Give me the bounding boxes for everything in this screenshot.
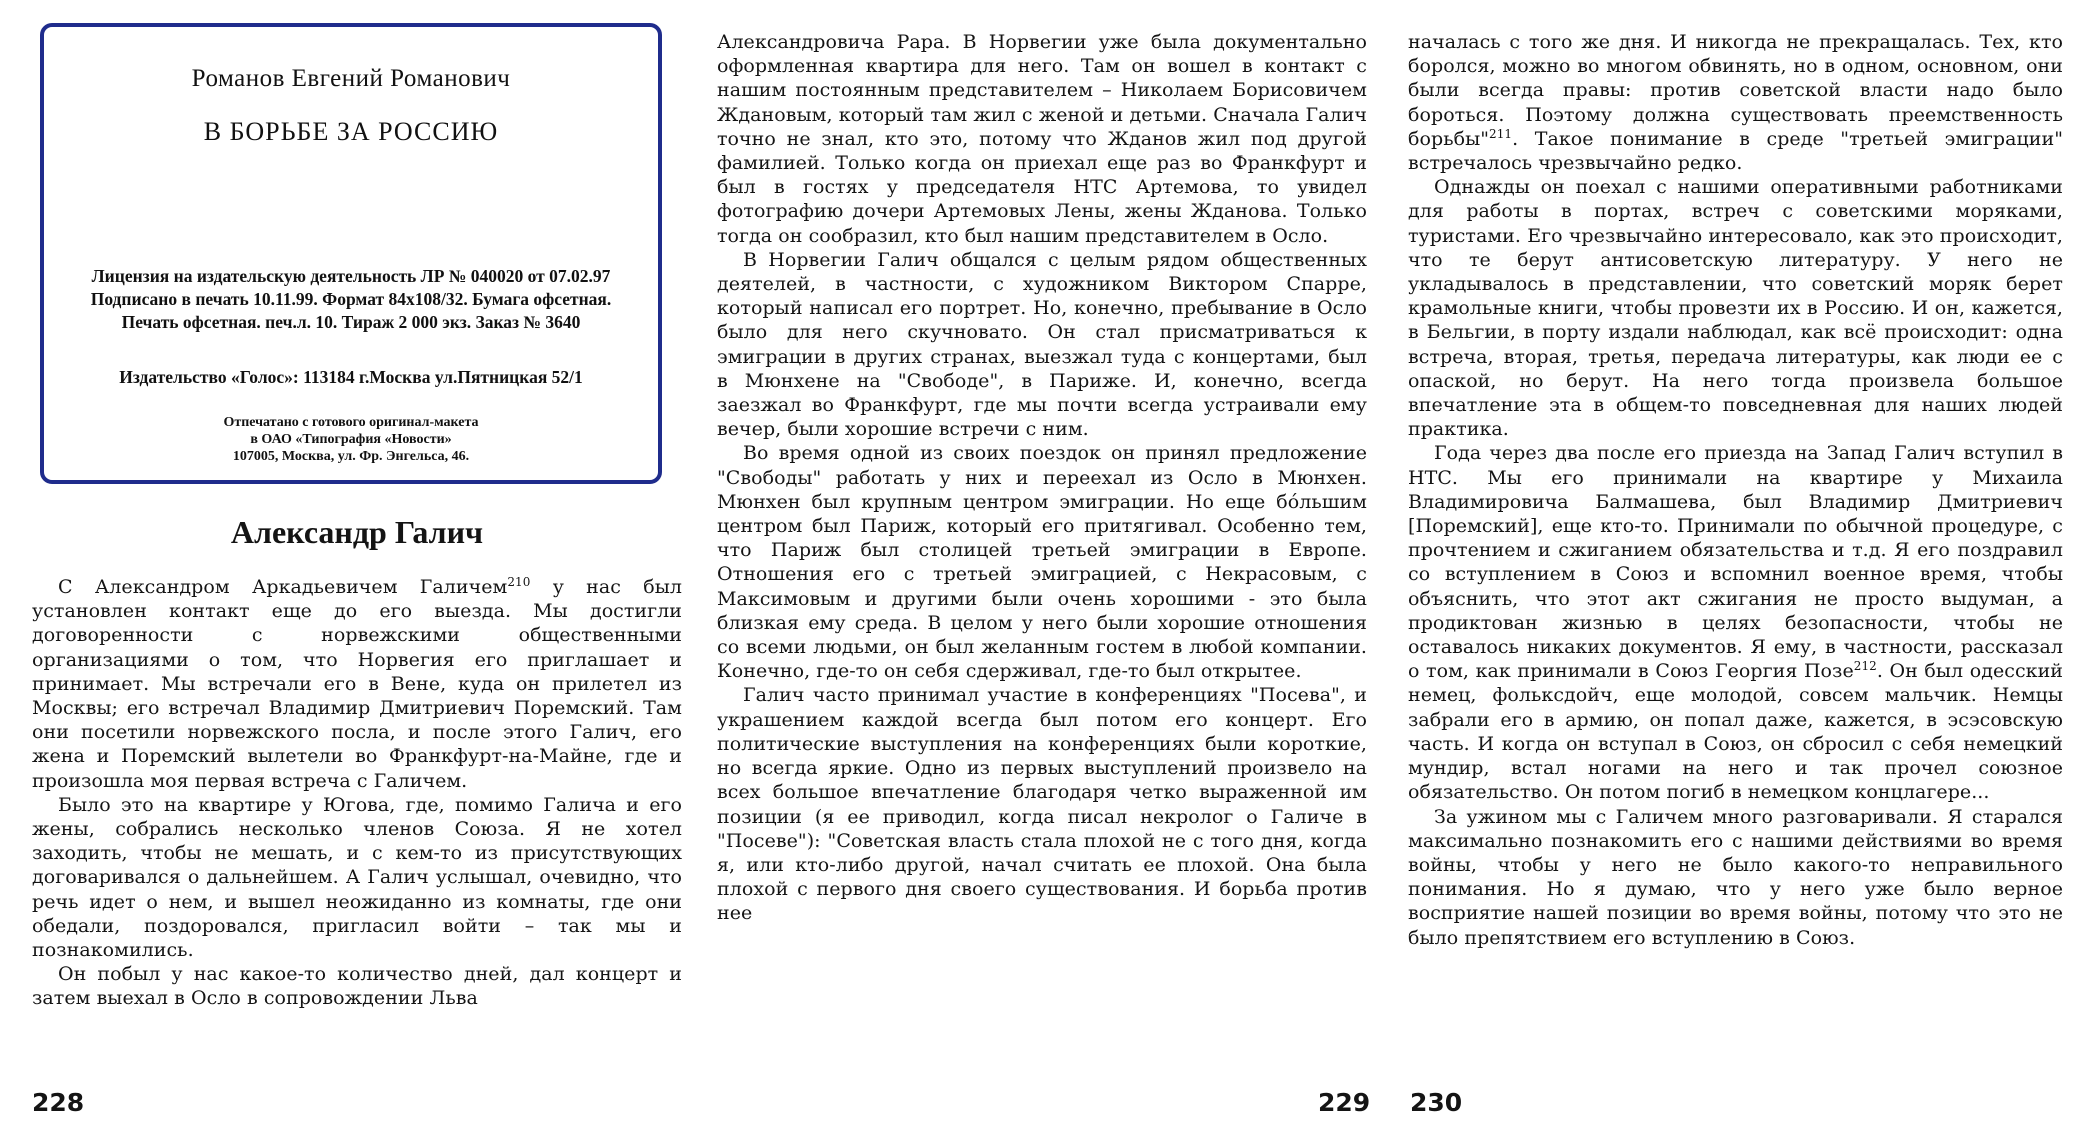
paragraph: Однажды он поехал с нашими оперативными работниками для работы в портах, встреч с советскими моряками, туристами. Его чрезвычайно интересовало, как это происходит, что те берут антисоветскую литературу. У него не укладывалось в представлении, что советский моряк берет крамольные книги, чтобы провезти их в Россию. И он, кажется, в Бельгии, в порту издали наблюдал, как всё происходит: одна встреча, вторая, третья, передача литературы, как люди ее с опаской, но берут. На него тогда произвела большое впечатление эта в общем-то повседневная для наших людей практика. xyxy=(1408,176,2063,441)
body-text xyxy=(717,30,1367,926)
paragraph: Галич часто принимал участие в конференциях "Посева", и украшением каждой всегда был потом его концерт. Его политические выступления на конференциях были короткие, но всегда яркие. Одно из первых выступлений произвело на всех большое впечатление благодаря четко выраженной им позиции (я ее приводил, когда писал некролог о Галиче в "Посеве"): "Советская власть стала плохой не с того дня, когда я, или кто-либо другой, начал считать ее плохой. Она была плохой с первого дня своего существования. И борьба против нее xyxy=(717,684,1367,925)
body-text xyxy=(1408,30,2063,950)
paragraph-text: С Александром Аркадьевичем Галичем xyxy=(58,576,508,598)
paragraph-text: началась с того же дня. И никогда не прекращалась. Тех, кто боролся, можно во многом обвинять, но в одном, основном, они были всегда правы: против советской власти надо было бороться. Поэтому должна существовать преемственность борьбы" xyxy=(1408,31,2063,150)
paragraph xyxy=(1408,30,2063,175)
imprint-license-line: Лицензия на издательскую деятельность ЛР № 040020 от 07.02.97 xyxy=(91,266,611,286)
page-number: 230 xyxy=(1410,1088,1463,1117)
page-number: 229 xyxy=(1318,1088,1371,1117)
imprint-printer xyxy=(44,414,658,465)
imprint-book-title: В БОРЬБЕ ЗА РОССИЮ xyxy=(203,117,499,146)
paragraph: Было это на квартире у Югова, где, помимо Галича и его жены, собрались несколько членов Союза. Я не хотел заходить, чтобы не мешать, и с кем-то из присутствующих договаривался о дальнейшем. А Галич услышал, очевидно, что речь идет о нем, и вышел неожиданно из комнаты, где они обедали, поздоровался, пригласил войти – так мы и познакомились. xyxy=(32,793,682,962)
imprint-license xyxy=(44,265,658,334)
paragraph xyxy=(1408,441,2063,804)
paragraph-text: . Такое понимание в среде "третьей эмиграции" встречалось чрезвычайно редко. xyxy=(1408,127,2063,175)
imprint-license-line: Печать офсетная. печ.л. 10. Тираж 2 000 экз. Заказ № 3640 xyxy=(121,312,581,332)
paragraph-text: . Он был одесский немец, фольксдойч, еще молодой, совсем мальчик. Немцы забрали его в армию, он попал даже, кажется, в эсэсовскую часть. И когда он вступал в Союз, он сбросил с себя немецкий мундир, встал ногами на него и так прочел союзное обязательство. Он потом погиб в немецком концлагере... xyxy=(1408,660,2063,804)
imprint-publisher: Издательство «Голос»: 113184 г.Москва ул.Пятницкая 52/1 xyxy=(119,367,583,387)
page-229 xyxy=(717,0,1367,1127)
paragraph-text: Года через два после его приезда на Запад Галич вступил в НТС. Мы его принимали на квартире у Михаила Владимировича Балмашева, был Владимир Дмитриевич [Поремский], еще кто-то. Принимали по обычной процедуре, с прочтением и сжиганием обязательства и т.д. Я его поздравил со вступлением в Союз и вспомнил военное время, чтобы объяснить, что этот акт сжигания не просто выдуман, а продиктован жизнью в целях безопасности, чтобы не оставалось никаких документов. Я ему, в частности, рассказал о том, как принимали в Союз Георгия Позе xyxy=(1408,442,2063,683)
paragraph: За ужином мы с Галичем много разговаривали. Я старался максимально познакомить его с нашими действиями во время войны, чтобы у него не было какого-то неправильного понимания. Но я думаю, что у него уже было верное восприятие нашей позиции во время войны, потому что это не было препятствием его вступлению в Союз. xyxy=(1408,805,2063,949)
imprint-license-line: Подписано в печать 10.11.99. Формат 84x108/32. Бумага офсетная. xyxy=(90,289,612,309)
page-number: 228 xyxy=(32,1088,85,1117)
page-228 xyxy=(32,0,682,1127)
footnote-ref: 210 xyxy=(507,575,531,589)
imprint-printer-line: 107005, Москва, ул. Фр. Энгельса, 46. xyxy=(232,449,470,464)
footnote-ref: 211 xyxy=(1489,126,1513,141)
paragraph xyxy=(32,575,682,793)
paragraph: В Норвегии Галич общался с целым рядом общественных деятелей, в частности, с художником Виктором Спарре, который написал его портрет. Но, конечно, пребывание в Осло было для него скучноватo. Он стал присматриваться к эмиграции в других странах, выезжал туда с концертами, был в Мюнхене на "Свободе", в Париже. И, конечно, всегда заезжал во Франкфурт, где мы почти всегда устраивали ему вечер, были хорошие встречи с ним. xyxy=(717,248,1367,441)
paragraph: Александровича Рара. В Норвегии уже была документально оформленная квартира для него. Там он вошел в контакт с нашим постоянным представителем – Николаем Борисовичем Ждановым, который там жил с женой и детьми. Сначала Галич точно не знал, кто это, потому что Жданов жил под другой фамилией. Только когда он приехал еще раз во Франкфурт и был в гостях у председателя НТС Артемова, то увидел фотографию дочери Артемовых Лены, жены Жданова. Только тогда он сообразил, кто был нашим представителем в Осло. xyxy=(717,31,1367,247)
imprint-box xyxy=(40,23,662,484)
page-230 xyxy=(1408,0,2063,1127)
paragraph: Он побыл у нас какое-то количество дней, дал концерт и затем выехал в Осло в сопровождении Льва xyxy=(32,963,682,1010)
paragraph: Во время одной из своих поездок он принял предложение "Свободы" работать у них и переехал из Осло в Мюнхен. Мюнхен был крупным центром эмиграции. Но еще бóльшим центром был Париж, который его притягивал. Особенно тем, что Париж был столицей третьей эмиграции в Европе. Отношения его с третьей эмиграцией, с Некрасовым, с Максимовым и другими были очень хорошими - это была близкая ему среда. В целом у него были хорошие отношения со всеми людьми, он был желанным гостем в любой компании. Конечно, где-то он себя сдерживал, где-то был открытее. xyxy=(717,442,1367,683)
paragraph-text: у нас был установлен контакт еще до его выезда. Мы достигли договоренности с норвежскими общественными организациями о том, что Норвегия его приглашает и принимает. Мы встречали его в Вене, куда он прилетел из Москвы; его встречал Владимир Дмитриевич Поремский. Там они посетили норвежского посла, и после этого Галич, его жена и Поремский вылетели во Франкфурт-на-Майне, где и произошла моя первая встреча с Галичем. xyxy=(32,576,683,792)
imprint-printer-line: Отпечатано с готового оригинал-макета xyxy=(223,415,479,430)
imprint-printer-line: в ОАО «Типография «Новости» xyxy=(250,432,452,447)
body-text xyxy=(32,575,682,1011)
footnote-ref: 212 xyxy=(1853,659,1877,674)
chapter-title: Александр Галич xyxy=(230,514,484,550)
imprint-author: Романов Евгений Романович xyxy=(191,65,511,92)
